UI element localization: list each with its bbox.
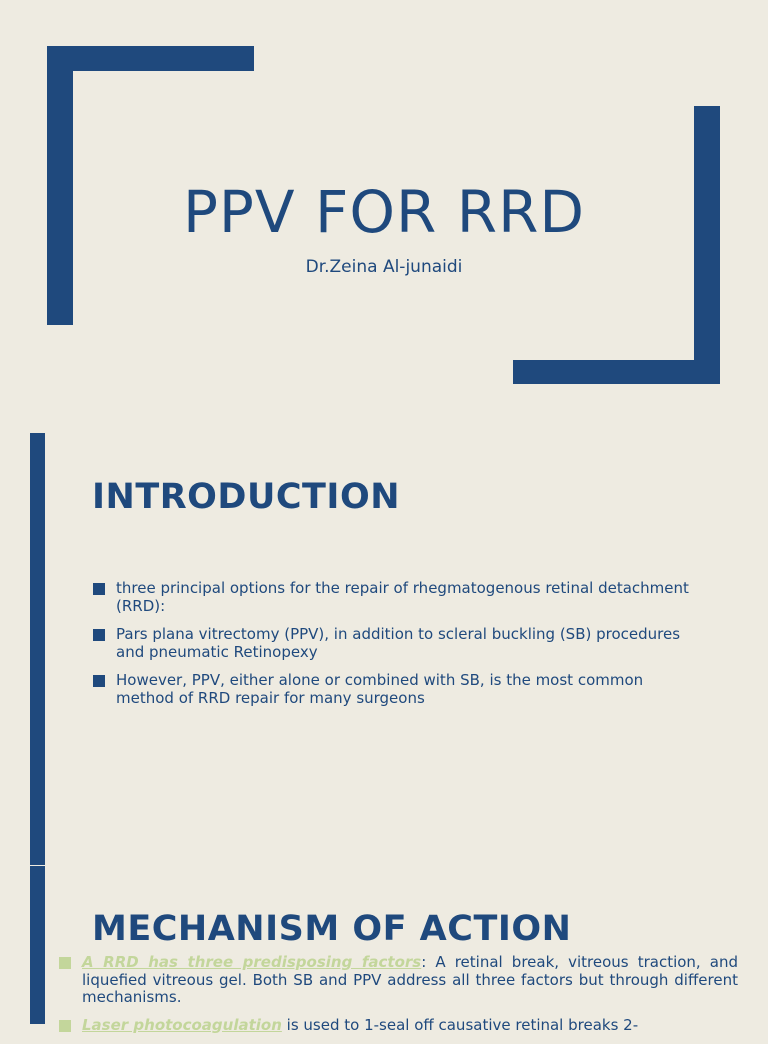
- list-item: [92, 626, 692, 661]
- bullet-text: three principal options for the repair of rhegmatogenous retinal detachment (RRD):: [116, 579, 689, 615]
- bracket-top-left-horizontal: [47, 46, 254, 71]
- introduction-bullet-list: [92, 580, 692, 718]
- highlight-text: A RRD has three predisposing factors: [82, 953, 422, 971]
- mechanism-slide: [0, 866, 768, 1034]
- list-item: [92, 672, 692, 707]
- list-item: [58, 1017, 738, 1035]
- square-bullet-icon: [93, 583, 105, 595]
- highlight-text: Laser photocoagulation: [82, 1015, 282, 1034]
- slide-title: PPV FOR RRD: [182, 178, 586, 246]
- introduction-heading: INTRODUCTION: [92, 477, 400, 517]
- mechanism-bullet-list: [58, 954, 738, 1044]
- list-item: [92, 580, 692, 615]
- bullet-text: However, PPV, either alone or combined with SB, is the most common method of RRD repair for many surgeons: [116, 671, 644, 707]
- square-bullet-icon: [59, 1020, 71, 1032]
- title-slide: [0, 0, 768, 432]
- bullet-text: : A retinal break, vitreous traction, and liquefied vitreous gel. Both SB and PPV address all three factors but through different mechanisms.: [82, 953, 739, 1006]
- slide-subtitle: Dr.Zeina Al-junaidi: [305, 257, 463, 277]
- bullet-text: Pars plana vitrectomy (PPV), in addition to scleral buckling (SB) procedures and pneumatic Retinopexy: [116, 625, 681, 661]
- left-accent-bar: [30, 433, 45, 865]
- left-accent-bar: [30, 866, 45, 1024]
- introduction-slide: [0, 433, 768, 865]
- square-bullet-icon: [93, 629, 105, 641]
- mechanism-heading: MECHANISM OF ACTION: [92, 909, 572, 949]
- square-bullet-icon: [93, 675, 105, 687]
- bullet-text: is used to 1-seal off causative retinal breaks 2-: [281, 1015, 639, 1034]
- bracket-bottom-right-horizontal: [513, 360, 720, 384]
- square-bullet-icon: [59, 957, 71, 969]
- list-item: [58, 954, 738, 1007]
